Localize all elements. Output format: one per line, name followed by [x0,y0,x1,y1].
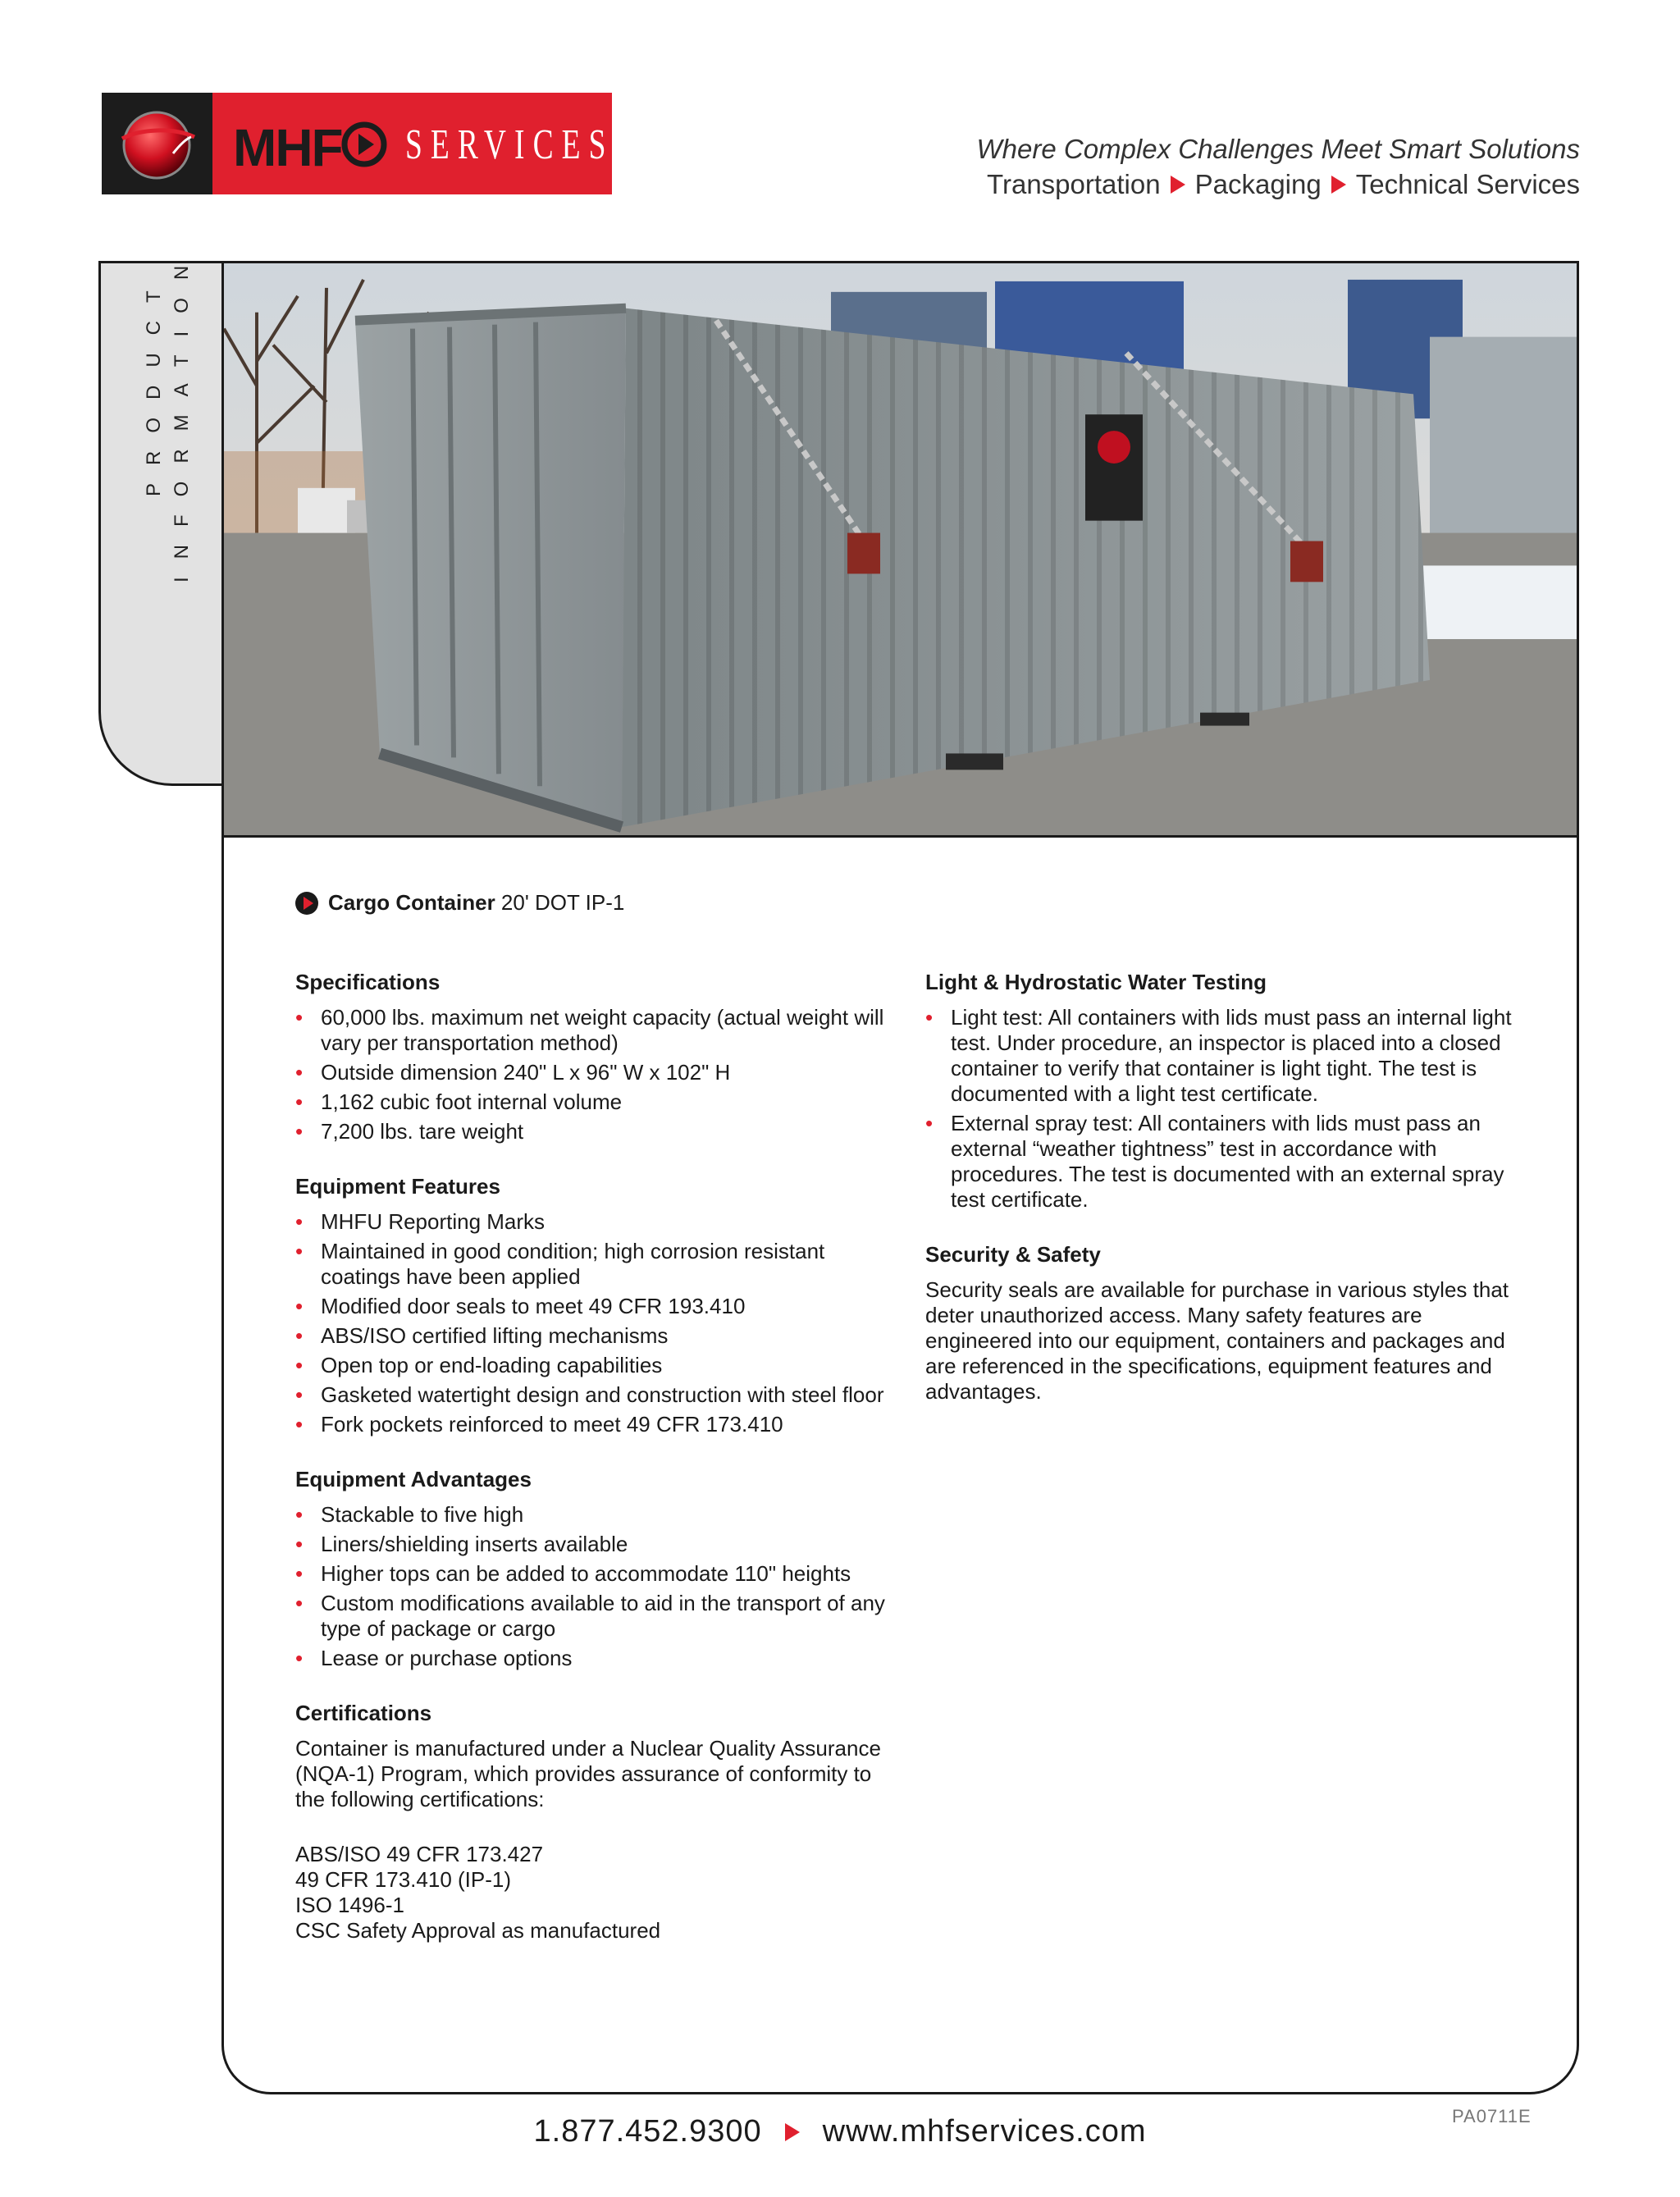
security-heading: Security & Safety [925,1242,1101,1267]
list-item: • 7,200 lbs. tare weight [295,1119,894,1144]
list-item: • Modified door seals to meet 49 CFR 193.410 [295,1294,894,1319]
side-tab-line-information: INFORMATION [171,247,193,582]
play-bullet-icon [295,892,318,915]
certifications-list [295,1842,894,1944]
advantages-list [295,1502,894,1671]
footer-contact [0,2114,1680,2149]
list-item: • Gasketed watertight design and construction with steel floor [295,1382,894,1408]
specifications-list [295,1005,894,1144]
certification-item: 49 CFR 173.410 (IP-1) [295,1867,512,1892]
play-circle-icon [340,120,389,169]
list-item: • External spray test: All containers with lids must pass an external “weather tightness” test in accordance with procedures. The test is documented with an external spray test certificate. [925,1111,1516,1213]
certification-item: ABS/ISO 49 CFR 173.427 [295,1842,544,1866]
list-item: • 1,162 cubic foot internal volume [295,1089,894,1115]
list-item: • Stackable to five high [295,1502,894,1528]
security-text: Security seals are available for purchase in various styles that deter unauthorized access. Many safety features are engineered into our equipment, containers and packages and are referenced in the specifications, equipment features and advantages. [925,1277,1509,1404]
list-item: • Custom modifications available to aid in the transport of any type of package or cargo [295,1591,894,1642]
list-item: • Outside dimension 240" L x 96" W x 102" H [295,1060,894,1085]
phone-number[interactable]: 1.877.452.9300 [533,2114,762,2149]
cargo-container-photo [224,263,1579,838]
arrow-right-icon [1331,176,1346,194]
specifications-heading: Specifications [295,970,441,994]
list-item: • MHFU Reporting Marks [295,1209,894,1235]
globe-swoosh-icon [116,104,198,183]
certifications-text: Container is manufactured under a Nuclear Quality Assurance (NQA-1) Program, which provides assurance of conformity to the following certifications: [295,1736,881,1811]
service-packaging: Packaging [1194,169,1322,199]
tagline: Where Complex Challenges Meet Smart Solutions [976,134,1580,164]
testing-heading: Light & Hydrostatic Water Testing [925,970,1267,994]
company-logo [102,93,612,194]
features-list [295,1209,894,1437]
advantages-heading: Equipment Advantages [295,1467,532,1491]
features-heading: Equipment Features [295,1174,500,1199]
testing-list [925,1005,1516,1213]
list-item: • Liners/shielding inserts available [295,1532,894,1557]
list-item: • Maintained in good condition; high corrosion resistant coatings have been applied [295,1239,894,1290]
document-code: PA0711E [1452,2106,1532,2126]
certification-item: CSC Safety Approval as manufactured [295,1918,661,1943]
right-column [925,970,1516,1434]
product-heading [295,890,624,916]
list-item: • Lease or purchase options [295,1646,894,1671]
list-item: • 60,000 lbs. maximum net weight capacity (actual weight will vary per transportation method) [295,1005,894,1056]
list-item: • ABS/ISO certified lifting mechanisms [295,1323,894,1349]
service-transportation: Transportation [987,169,1161,199]
certification-item: ISO 1496-1 [295,1893,404,1917]
logo-emblem-panel [102,93,212,194]
list-item: • Fork pockets reinforced to meet 49 CFR 173.410 [295,1412,894,1437]
service-technical: Technical Services [1355,169,1580,199]
product-model: 20' DOT IP-1 [500,890,625,915]
side-tab-line-product: PRODUCT [143,272,165,496]
logo-mhf-text: MHF [233,118,342,177]
arrow-right-icon [785,2123,800,2141]
list-item: • Higher tops can be added to accommodate 110" heights [295,1561,894,1587]
logo-services-text: SERVICES [405,121,614,168]
list-item: • Light test: All containers with lids must pass an internal light test. Under procedure, an inspector is placed into a closed container to verify that container is light tight. The test is documented with a light test certificate. [925,1005,1516,1107]
arrow-right-icon [1171,176,1185,194]
website-link[interactable]: www.mhfservices.com [822,2114,1147,2149]
left-column [295,970,894,1944]
product-name: Cargo Container [328,890,495,915]
certifications-heading: Certifications [295,1701,432,1725]
list-item: • Open top or end-loading capabilities [295,1353,894,1378]
services-line [987,169,1580,200]
